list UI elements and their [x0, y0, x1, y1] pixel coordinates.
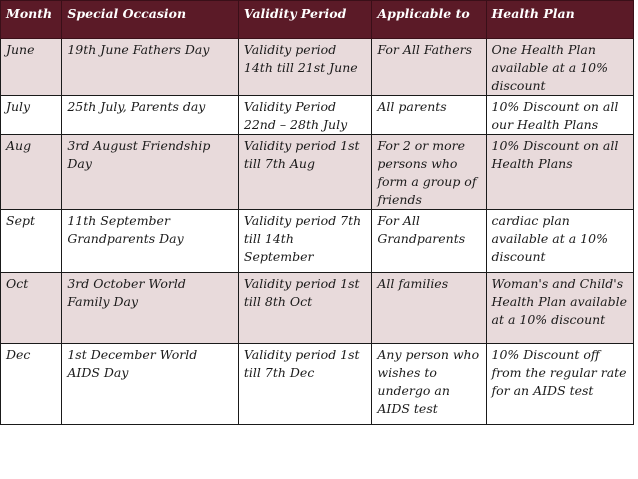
table-row	[1, 273, 634, 344]
cell-applicable: For All Fathers	[372, 39, 486, 96]
cell-occasion: 25th July, Parents day	[62, 96, 239, 135]
cell-applicable: All families	[372, 273, 486, 344]
table-row	[1, 344, 634, 425]
cell-plan: 10% Discount off from the regular rate for an AIDS test	[486, 344, 634, 425]
header-occasion: Special Occasion	[62, 1, 239, 39]
table-row	[1, 96, 634, 135]
cell-plan: Woman's and Child's Health Plan available at a 10% discount	[486, 273, 634, 344]
cell-applicable: For All Grandparents	[372, 210, 486, 273]
table-row	[1, 210, 634, 273]
cell-month: June	[1, 39, 62, 96]
cell-plan: cardiac plan available at a 10% discount	[486, 210, 634, 273]
cell-applicable: All parents	[372, 96, 486, 135]
cell-month: July	[1, 96, 62, 135]
cell-occasion: 19th June Fathers Day	[62, 39, 239, 96]
cell-plan: 10% Discount on all our Health Plans	[486, 96, 634, 135]
cell-month: Dec	[1, 344, 62, 425]
header-applicable: Applicable to	[372, 1, 486, 39]
table-row	[1, 135, 634, 210]
header-plan: Health Plan	[486, 1, 634, 39]
cell-occasion: 3rd August Friendship Day	[62, 135, 239, 210]
cell-validity: Validity period 7th till 14th September	[238, 210, 371, 273]
cell-occasion: 1st December World AIDS Day	[62, 344, 239, 425]
cell-month: Aug	[1, 135, 62, 210]
header-row	[1, 1, 634, 39]
table-row	[1, 39, 634, 96]
cell-month: Sept	[1, 210, 62, 273]
cell-occasion: 3rd October World Family Day	[62, 273, 239, 344]
cell-validity: Validity Period 22nd – 28th July	[238, 96, 371, 135]
cell-validity: Validity period 1st till 7th Aug	[238, 135, 371, 210]
cell-validity: Validity period 1st till 8th Oct	[238, 273, 371, 344]
cell-plan: One Health Plan available at a 10% discount	[486, 39, 634, 96]
cell-validity: Validity period 14th till 21st June	[238, 39, 371, 96]
cell-applicable: Any person who wishes to undergo an AIDS test	[372, 344, 486, 425]
cell-occasion: 11th September Grandparents Day	[62, 210, 239, 273]
cell-plan: 10% Discount on all Health Plans	[486, 135, 634, 210]
cell-month: Oct	[1, 273, 62, 344]
header-month: Month	[1, 1, 62, 39]
cell-validity: Validity period 1st till 7th Dec	[238, 344, 371, 425]
cell-applicable: For 2 or more persons who form a group of friends	[372, 135, 486, 210]
header-validity: Validity Period	[238, 1, 371, 39]
